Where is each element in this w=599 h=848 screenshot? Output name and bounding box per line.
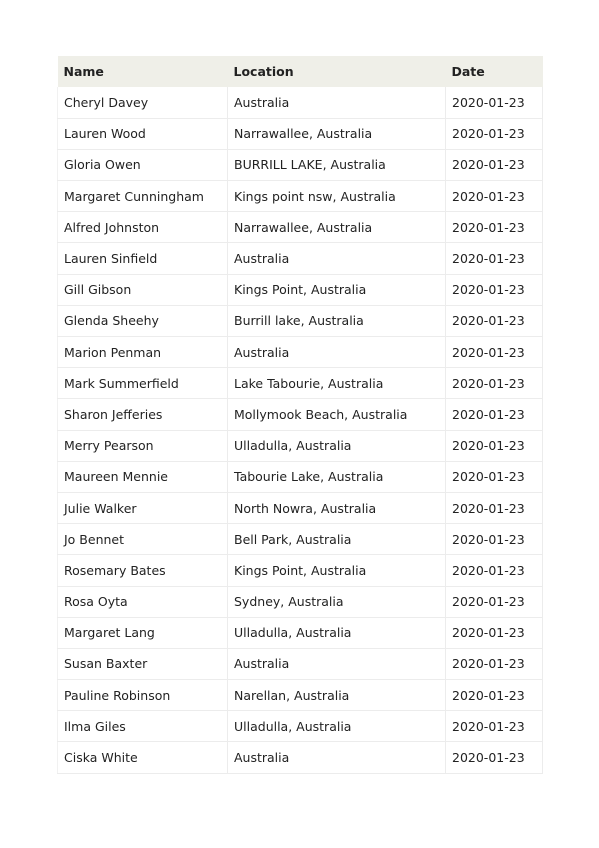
- cell-date: 2020-01-23: [446, 118, 543, 149]
- cell-name: Sharon Jefferies: [58, 399, 228, 430]
- table-row: [58, 181, 543, 212]
- cell-location: Ulladulla, Australia: [228, 711, 446, 742]
- cell-name: Marion Penman: [58, 337, 228, 368]
- cell-date: 2020-01-23: [446, 399, 543, 430]
- table-row: [58, 742, 543, 773]
- cell-date: 2020-01-23: [446, 87, 543, 118]
- column-header-name: Name: [58, 56, 228, 87]
- table-row: [58, 399, 543, 430]
- cell-name: Gill Gibson: [58, 274, 228, 305]
- cell-location: Burrill lake, Australia: [228, 305, 446, 336]
- cell-location: Australia: [228, 337, 446, 368]
- cell-name: Glenda Sheehy: [58, 305, 228, 336]
- cell-name: Lauren Sinfield: [58, 243, 228, 274]
- signatures-table: [57, 56, 543, 774]
- cell-location: Australia: [228, 648, 446, 679]
- cell-date: 2020-01-23: [446, 711, 543, 742]
- cell-date: 2020-01-23: [446, 337, 543, 368]
- column-header-date: Date: [446, 56, 543, 87]
- table-row: [58, 711, 543, 742]
- cell-date: 2020-01-23: [446, 492, 543, 523]
- cell-location: Kings Point, Australia: [228, 555, 446, 586]
- table-row: [58, 617, 543, 648]
- cell-name: Margaret Cunningham: [58, 181, 228, 212]
- table-row: [58, 149, 543, 180]
- cell-date: 2020-01-23: [446, 430, 543, 461]
- cell-location: Australia: [228, 742, 446, 773]
- cell-location: Narrawallee, Australia: [228, 118, 446, 149]
- table-row: [58, 524, 543, 555]
- cell-date: 2020-01-23: [446, 181, 543, 212]
- cell-date: 2020-01-23: [446, 742, 543, 773]
- cell-date: 2020-01-23: [446, 212, 543, 243]
- table-row: [58, 212, 543, 243]
- cell-location: Narellan, Australia: [228, 680, 446, 711]
- cell-name: Merry Pearson: [58, 430, 228, 461]
- cell-location: Lake Tabourie, Australia: [228, 368, 446, 399]
- cell-location: Ulladulla, Australia: [228, 617, 446, 648]
- cell-name: Lauren Wood: [58, 118, 228, 149]
- table-row: [58, 305, 543, 336]
- cell-name: Susan Baxter: [58, 648, 228, 679]
- header-row: [58, 56, 543, 87]
- cell-date: 2020-01-23: [446, 555, 543, 586]
- cell-name: Pauline Robinson: [58, 680, 228, 711]
- cell-name: Ciska White: [58, 742, 228, 773]
- cell-location: North Nowra, Australia: [228, 492, 446, 523]
- cell-name: Gloria Owen: [58, 149, 228, 180]
- cell-date: 2020-01-23: [446, 648, 543, 679]
- cell-location: Tabourie Lake, Australia: [228, 461, 446, 492]
- cell-name: Mark Summerfield: [58, 368, 228, 399]
- cell-name: Julie Walker: [58, 492, 228, 523]
- cell-date: 2020-01-23: [446, 149, 543, 180]
- cell-date: 2020-01-23: [446, 274, 543, 305]
- cell-name: Cheryl Davey: [58, 87, 228, 118]
- cell-name: Alfred Johnston: [58, 212, 228, 243]
- cell-location: BURRILL LAKE, Australia: [228, 149, 446, 180]
- cell-location: Mollymook Beach, Australia: [228, 399, 446, 430]
- cell-location: Ulladulla, Australia: [228, 430, 446, 461]
- cell-name: Maureen Mennie: [58, 461, 228, 492]
- cell-date: 2020-01-23: [446, 524, 543, 555]
- cell-date: 2020-01-23: [446, 617, 543, 648]
- cell-name: Margaret Lang: [58, 617, 228, 648]
- table-header: [58, 56, 543, 87]
- cell-name: Ilma Giles: [58, 711, 228, 742]
- cell-location: Kings Point, Australia: [228, 274, 446, 305]
- signatures-table-container: [57, 56, 542, 774]
- table-row: [58, 274, 543, 305]
- cell-name: Rosemary Bates: [58, 555, 228, 586]
- table-row: [58, 555, 543, 586]
- cell-date: 2020-01-23: [446, 586, 543, 617]
- cell-date: 2020-01-23: [446, 680, 543, 711]
- cell-location: Bell Park, Australia: [228, 524, 446, 555]
- table-body: [58, 87, 543, 773]
- table-row: [58, 243, 543, 274]
- table-row: [58, 118, 543, 149]
- table-row: [58, 87, 543, 118]
- table-row: [58, 337, 543, 368]
- table-row: [58, 586, 543, 617]
- table-row: [58, 680, 543, 711]
- column-header-location: Location: [228, 56, 446, 87]
- table-row: [58, 368, 543, 399]
- cell-name: Jo Bennet: [58, 524, 228, 555]
- cell-location: Australia: [228, 243, 446, 274]
- cell-location: Kings point nsw, Australia: [228, 181, 446, 212]
- cell-location: Sydney, Australia: [228, 586, 446, 617]
- cell-date: 2020-01-23: [446, 368, 543, 399]
- table-row: [58, 430, 543, 461]
- cell-date: 2020-01-23: [446, 243, 543, 274]
- cell-location: Australia: [228, 87, 446, 118]
- cell-location: Narrawallee, Australia: [228, 212, 446, 243]
- table-row: [58, 648, 543, 679]
- cell-date: 2020-01-23: [446, 305, 543, 336]
- table-row: [58, 461, 543, 492]
- table-row: [58, 492, 543, 523]
- cell-name: Rosa Oyta: [58, 586, 228, 617]
- cell-date: 2020-01-23: [446, 461, 543, 492]
